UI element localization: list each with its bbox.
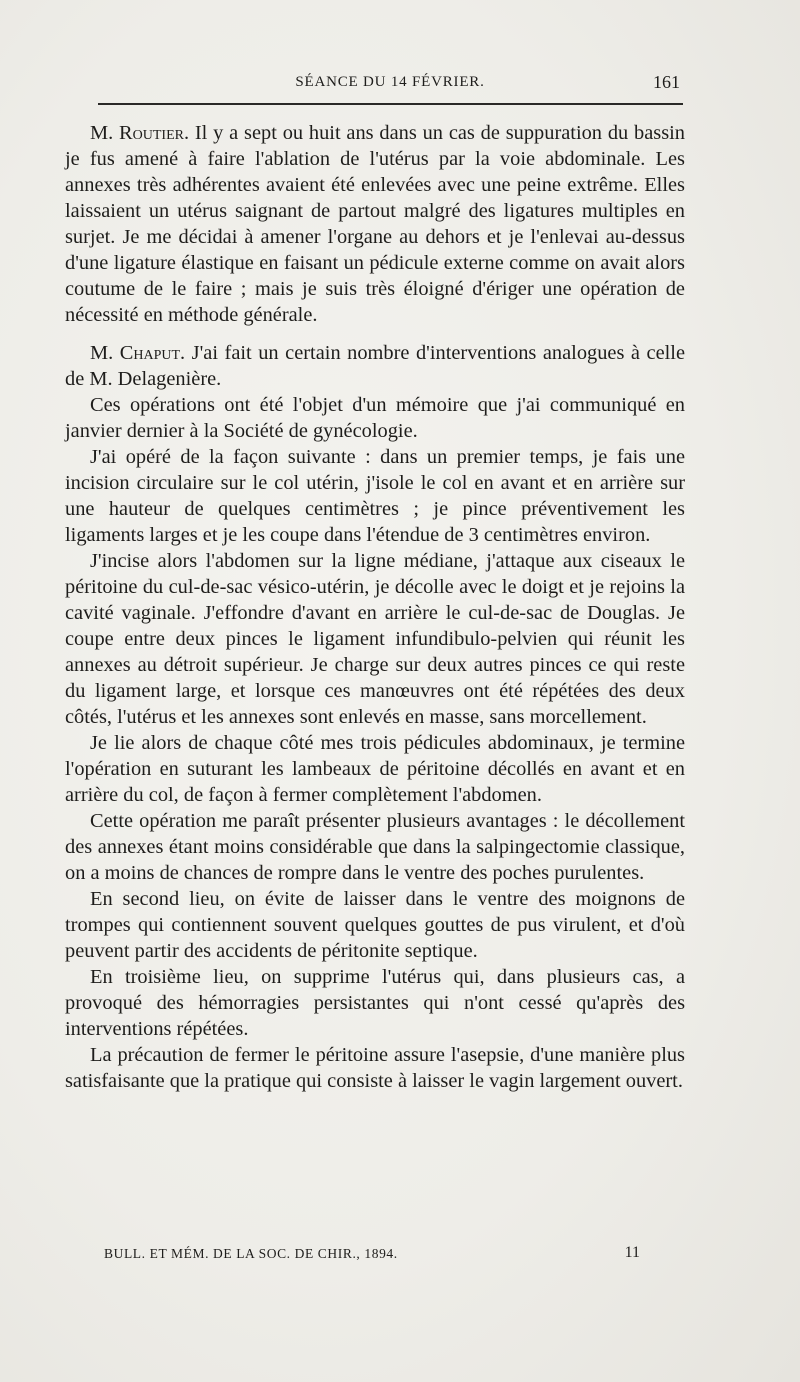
page-header <box>98 74 682 98</box>
paragraph-text: J'ai fait un certain nombre d'interventions analogues à celle de M. Delagenière. <box>65 342 685 390</box>
paragraph: J'ai opéré de la façon suivante : dans un premier temps, je fais une incision circulaire sur le col utérin, j'isole le col en avant et en arrière sur une hauteur de quelques centimètres ; je pince préventivement les ligaments larges et je les coupe dans l'étendue de 3 centimètres environ. <box>65 446 685 546</box>
signature-mark: 11 <box>624 1244 640 1261</box>
speaker-name: M. Routier. <box>90 122 190 144</box>
page-footer <box>104 1246 644 1268</box>
paragraph: La précaution de fermer le péritoine assure l'asepsie, d'une manière plus satisfaisante que la pratique qui consiste à laisser le vagin largement ouvert. <box>65 1044 685 1092</box>
paragraph-chaput <box>65 340 685 392</box>
paragraph-text: Il y a sept ou huit ans dans un cas de suppuration du bassin je fus amené à faire l'ablation de l'utérus par la voie abdominale. Les annexes très adhérentes avaient été enlevées avec une peine extrême. Elles laissaient un utérus saignant de partout malgré des ligatures multiples en surjet. Je me décidai à amener l'organe au dehors et je l'enlevai au-dessus d'une ligature élastique en faisant un pédicule externe comme on avait alors coutume de le faire ; mais je suis très éloigné d'ériger une opération de nécessité en méthode générale. <box>65 122 685 326</box>
header-rule <box>98 103 683 105</box>
page-number: 161 <box>653 72 680 92</box>
paragraph: Je lie alors de chaque côté mes trois pédicules abdominaux, je termine l'opération en suturant les lambeaux de péritoine décollés en avant et en arrière du col, de façon à fermer complètement l'abdomen. <box>65 732 685 806</box>
paragraph: Ces opérations ont été l'objet d'un mémoire que j'ai communiqué en janvier dernier à la Société de gynécologie. <box>65 394 685 442</box>
running-title: SÉANCE DU 14 FÉVRIER. <box>295 74 485 90</box>
paragraph: En second lieu, on évite de laisser dans le ventre des moignons de trompes qui contiennent souvent quelques gouttes de pus virulent, et d'où peuvent partir des accidents de péritonite septique. <box>65 888 685 962</box>
paragraph: Cette opération me paraît présenter plusieurs avantages : le décollement des annexes étant moins considérable que dans la salpingectomie classique, on a moins de chances de rompre dans le ventre des poches purulentes. <box>65 810 685 884</box>
paragraph: En troisième lieu, on supprime l'utérus qui, dans plusieurs cas, a provoqué des hémorragies persistantes qui n'ont cessé qu'après des interventions répétées. <box>65 966 685 1040</box>
footer-source: BULL. ET MÉM. DE LA SOC. DE CHIR., 1894. <box>104 1246 398 1261</box>
paragraph-routier <box>65 120 685 328</box>
paragraph: J'incise alors l'abdomen sur la ligne médiane, j'attaque aux ciseaux le péritoine du cul-de-sac vésico-utérin, je décolle avec le doigt et je rejoins la cavité vaginale. J'effondre d'avant en arrière le cul-de-sac de Douglas. Je coupe entre deux pinces le ligament infundibulo-pelvien qui réunit les annexes au détroit supérieur. Je charge sur deux autres pinces ce qui reste du ligament large, et lorsque ces manœuvres ont été répétées des deux côtés, l'utérus et les annexes sont enlevés en masse, sans morcellement. <box>65 550 685 728</box>
body-text <box>65 120 685 1094</box>
speaker-name: M. Chaput. <box>90 342 186 364</box>
